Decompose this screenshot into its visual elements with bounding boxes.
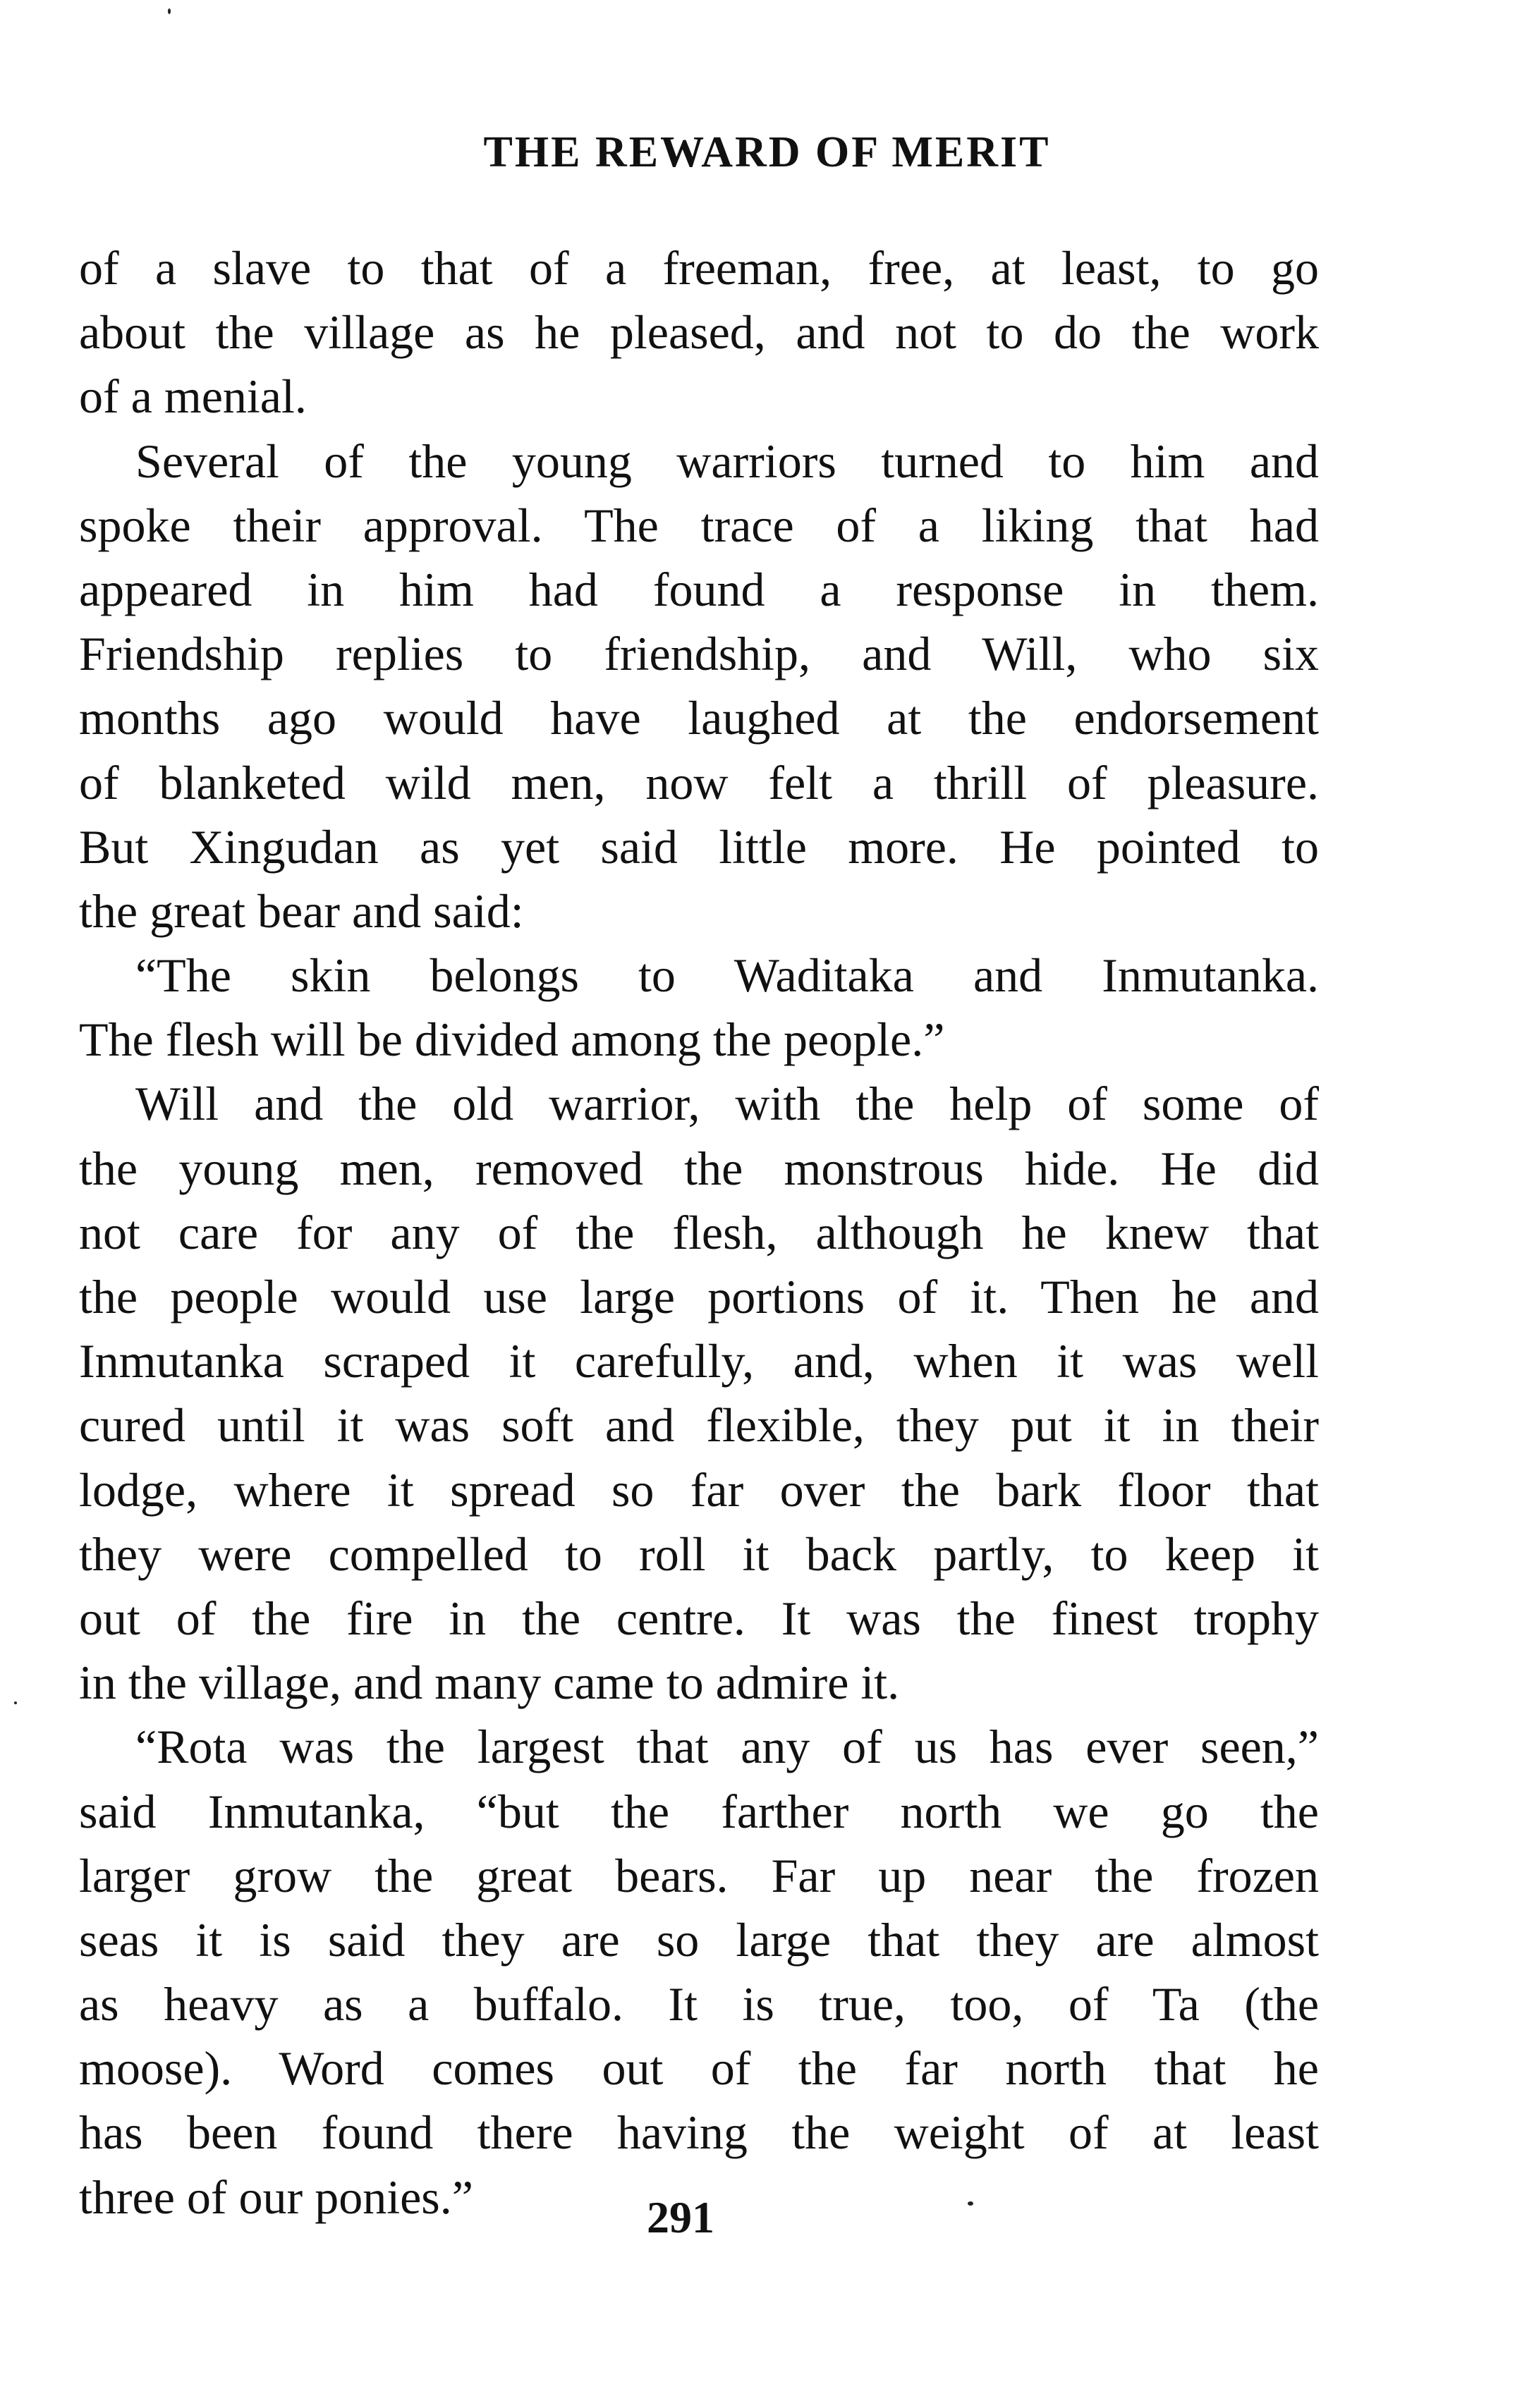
text-line: “Rota was the largest that any of us has ever seen,” [135, 1720, 1319, 1774]
text-line: larger grow the great bears. Far up near the frozen [79, 1848, 1319, 1902]
text-line: months ago would have laughed at the endorsement [79, 691, 1319, 745]
page-number: 291 [647, 2192, 714, 2242]
running-head: THE REWARD OF MERIT [483, 128, 1051, 176]
text-line: the people would use large portions of it. Then he and [79, 1270, 1319, 1324]
text-line: Friendship replies to friendship, and Will, who six [79, 627, 1319, 681]
text-line: the young men, removed the monstrous hide. He did [79, 1141, 1319, 1195]
text-line: of blanketed wild men, now felt a thrill of pleasure. [79, 755, 1319, 809]
text-line: “The skin belongs to Waditaka and Inmutanka. [135, 948, 1319, 1003]
body-text [79, 236, 1319, 2230]
scan-speck [168, 8, 171, 14]
text-line: The flesh will be divided among the people.” [79, 1013, 945, 1067]
text-line: of a menial. [79, 369, 307, 424]
text-line: has been found there having the weight of at least [79, 2106, 1319, 2160]
text-line: out of the fire in the centre. It was the finest trophy [79, 1591, 1319, 1645]
text-line: in the village, and many came to admire it. [79, 1656, 900, 1710]
text-line: of a slave to that of a freeman, free, at least, to go [79, 241, 1319, 295]
text-line: three of our ponies.” [79, 2170, 473, 2224]
text-line: lodge, where it spread so far over the bark floor that [79, 1462, 1319, 1517]
text-line: as heavy as a buffalo. It is true, too, of Ta (the [79, 1977, 1319, 2031]
text-line: cured until it was soft and flexible, they put it in their [79, 1398, 1319, 1453]
text-line: they were compelled to roll it back partly, to keep it [79, 1527, 1319, 1581]
text-line: seas it is said they are so large that they are almost [79, 1912, 1319, 1967]
text-line: appeared in him had found a response in them. [79, 562, 1319, 616]
text-line: about the village as he pleased, and not to do the work [79, 305, 1319, 360]
text-line: the great bear and said: [79, 884, 524, 938]
text-line: Will and the old warrior, with the help of some of [135, 1077, 1319, 1131]
text-line: Several of the young warriors turned to him and [135, 434, 1319, 488]
text-line: But Xingudan as yet said little more. He pointed to [79, 819, 1319, 874]
text-line: said Inmutanka, “but the farther north we go the [79, 1784, 1319, 1838]
scan-speck [968, 2201, 973, 2206]
text-line: moose). Word comes out of the far north that he [79, 2041, 1319, 2096]
text-line: spoke their approval. The trace of a liking that had [79, 498, 1319, 552]
text-line: Inmutanka scraped it carefully, and, when it was well [79, 1334, 1319, 1388]
scan-speck [14, 1701, 17, 1704]
text-line: not care for any of the flesh, although he knew that [79, 1205, 1319, 1259]
